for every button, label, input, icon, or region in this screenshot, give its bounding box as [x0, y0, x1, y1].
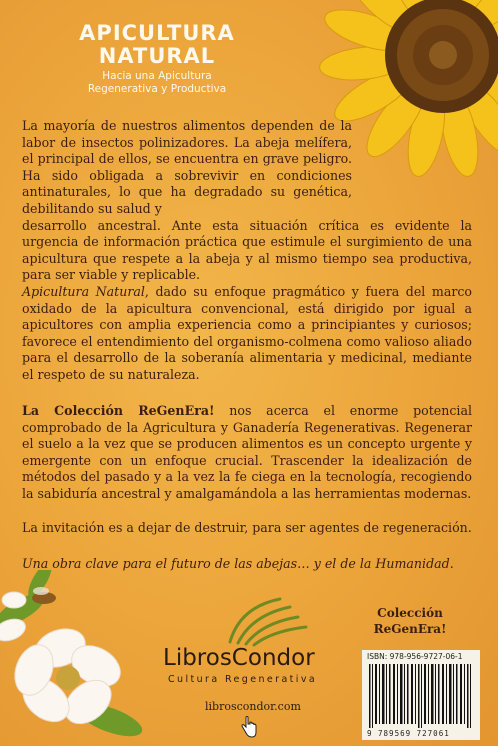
book-subtitle [62, 70, 252, 96]
book-name-italic: Apicultura Natural [22, 283, 145, 299]
tagline-paragraph: Una obra clave para el futuro de las abejas… y el de la Humanidad. [22, 556, 454, 571]
subtitle-line-2: Regenerativa y Productiva [87, 83, 227, 95]
isbn-label: ISBN: 978-956-9727-06-1 [367, 652, 463, 661]
collection-line-1: Colección [377, 606, 443, 620]
collection-line-2: ReGenEra! [373, 622, 447, 636]
collection-description: nos acerca el enorme potencial comprobado de la Agricultura y Ganadería Regenerativas. Regenerar el suelo a la vez que se producen alimentos es un concepto urgente y emergente con un enfoque crucial. Trascender la idealización de métodos del pasado y a la vez la fe ciega en la tecnología, recogiendo la sabiduría ancestral y amalgamándola a las herramientas modernas. [22, 403, 472, 501]
isbn-digits: 9 789569 727061 [367, 729, 450, 738]
flower-image [0, 570, 150, 746]
subtitle-line-1: Hacia una Apicultura [102, 70, 212, 82]
collection-name-bold: La Colección ReGenEra! [22, 403, 215, 418]
title-line-2: NATURAL [98, 44, 216, 68]
collection-label [362, 605, 458, 637]
collection-paragraph [22, 403, 472, 503]
book-title [62, 22, 252, 68]
publisher-website: libroscondor.com [205, 700, 301, 713]
invitation-paragraph: La invitación es a dejar de destruir, para ser agentes de regeneración. [22, 520, 472, 535]
synopsis-description: , dado su enfoque pragmático y fuera del marco oxidado de la apicultura convencional, está dirigido por igual a apicultores con amplia experiencia como a principiantes y curiosos; favorece el entendimiento del organismo-colmena como valioso aliado para el desarrollo de la soberanía alimentaria y medicinal, mediante el respeto de su naturaleza. [22, 283, 472, 382]
hand-cursor-icon [240, 716, 258, 738]
synopsis-continuation: desarrollo ancestral. Ante esta situación crítica es evidente la urgencia de información práctica que estimule el surgimiento de una apicultura que respete a la abeja y al mismo tiempo sea productiva, para ser viable y replicable. [22, 217, 472, 283]
synopsis-intro: La mayoría de nuestros alimentos dependen de la labor de insectos polinizadores. La abeja melífera, el principal de ellos, se encuentra en grave peligro. Ha sido obligada a sobrevivir en condiciones antinaturales, lo que ha degradado su genética, debilitando su salud y [22, 118, 352, 216]
synopsis-paragraph-1 [22, 118, 472, 384]
barcode [367, 664, 477, 728]
title-line-1: APICULTURA [79, 21, 235, 45]
publisher-tagline: Cultura Regenerativa [168, 674, 318, 685]
publisher-name: LibrosCondor [163, 645, 315, 671]
